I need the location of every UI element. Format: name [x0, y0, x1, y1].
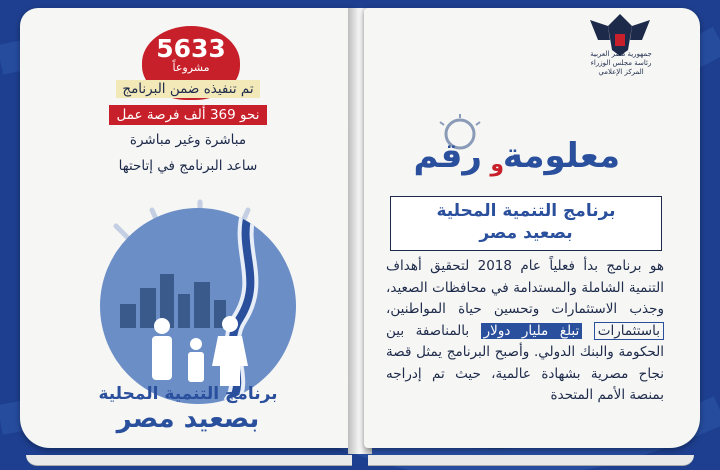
brand-word-2: رقم — [413, 136, 482, 176]
badge-unit: مشروعاً — [172, 61, 210, 74]
body-highlight-2: تبلغ مليار دولار — [481, 323, 583, 339]
left-title-line2: بصعيد مصر — [116, 404, 260, 434]
brand-connector: و — [490, 152, 504, 177]
left-line-3: مباشرة وغير مباشرة — [129, 132, 247, 148]
brand-logo — [400, 118, 620, 198]
brand-word-1: معلومة — [502, 136, 620, 176]
left-line-2: نحو 369 ألف فرصة عمل — [109, 105, 268, 125]
left-line-1: تم تنفيذه ضمن البرنامج — [116, 80, 259, 98]
badge-number: 5633 — [156, 34, 226, 63]
program-title-line2: بصعيد مصر — [479, 223, 573, 243]
program-title-box — [390, 196, 662, 251]
nile-map-illustration — [100, 208, 296, 404]
left-page — [20, 8, 356, 448]
left-line-4: ساعد البرنامج في إتاحتها — [118, 158, 258, 174]
program-description — [386, 256, 664, 407]
body-text-part1: هو برنامج بدأ فعلياً عام 2018 لتحقيق أهداف التنمية الشاملة والمستدامة في محافظات الصعيد، وجذب الاستثمارات وتحسين حياة المواطنين، — [386, 258, 664, 317]
illustration-circle — [100, 208, 296, 404]
logo-caption: جمهورية مصر العربية رئاسة مجلس الوزراء المركز الإعلامي — [590, 50, 652, 76]
body-text-part2: بالمناصفة بين الحكومة والبنك الدولي. وأصبح البرنامج يمثل قصة نجاح مصرية بشهادة عالمية، حيث تم إدراجه بمنصة الأمم المتحدة — [386, 322, 664, 403]
program-title-line1: برنامج التنمية المحلية — [436, 201, 616, 221]
body-highlight-1: باستثمارات — [594, 322, 664, 340]
left-title-line1: برنامج التنمية المحلية — [98, 384, 278, 404]
